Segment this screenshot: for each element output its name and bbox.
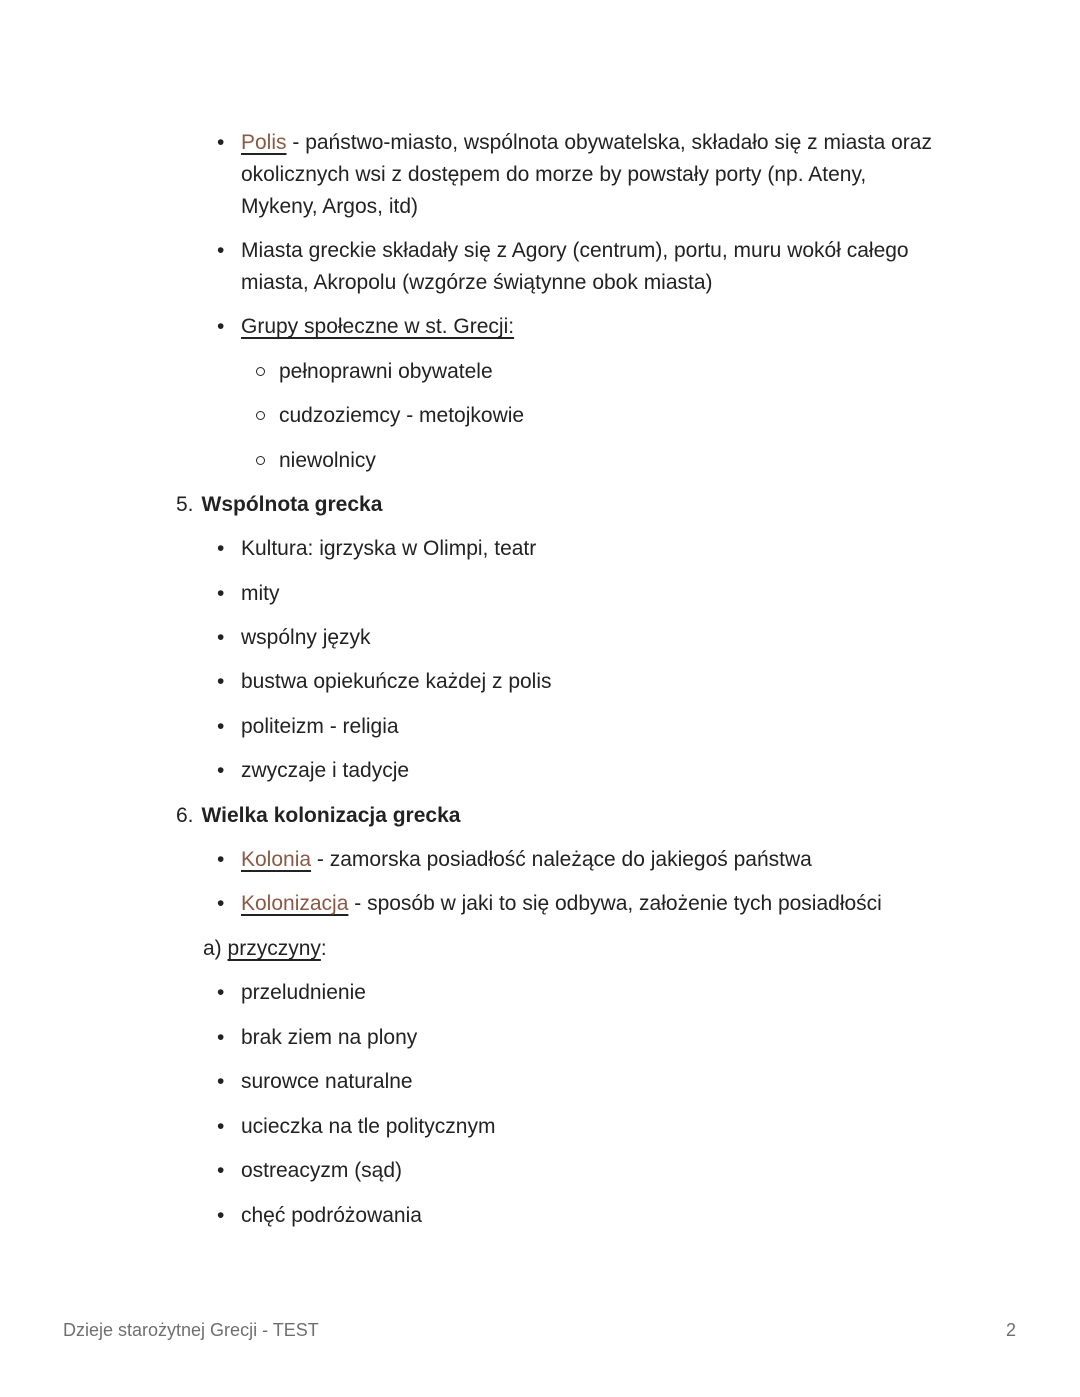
group-item: niewolnicy — [279, 449, 376, 472]
cities-line-2: miasta, Akropolu (wzgórze świątynne obok miasta) — [241, 271, 713, 294]
kolonizacja-line — [241, 888, 882, 920]
circle-bullet-icon — [256, 456, 265, 465]
section-title: Wielka kolonizacja grecka — [201, 804, 461, 827]
list-item: bustwa opiekuńcze każdej z polis — [241, 670, 552, 693]
footer-title: Dzieje starożytnej Grecji - TEST — [63, 1320, 319, 1340]
kolonizacja-term: Kolonizacja — [241, 892, 349, 915]
bullet-dot: • — [217, 759, 225, 782]
kolonia-definition: - zamorska posiadłość należące do jakiegoś państwa — [311, 848, 812, 871]
bullet-dot: • — [217, 715, 225, 738]
list-item: przeludnienie — [241, 981, 366, 1004]
circle-bullet-icon — [256, 411, 265, 420]
bullet-dot: • — [217, 1115, 225, 1138]
cities-line-1: Miasta greckie składały się z Agory (centrum), portu, muru wokół całego — [241, 239, 909, 262]
reasons-heading — [203, 933, 327, 965]
group-item: cudzoziemcy - metojkowie — [279, 404, 525, 427]
kolonizacja-definition: - sposób w jaki to się odbywa, założenie tych posiadłości — [348, 892, 882, 915]
section-number: 6. — [176, 804, 194, 827]
list-item: mity — [241, 582, 280, 605]
group-item: pełnoprawni obywatele — [279, 360, 493, 383]
bullet-dot: • — [217, 239, 225, 262]
list-item: zwyczaje i tadycje — [241, 759, 410, 782]
reasons-prefix: a) — [203, 937, 228, 960]
list-item: ucieczka na tle politycznym — [241, 1115, 496, 1138]
bullet-dot: • — [217, 848, 225, 871]
social-groups-heading: Grupy społeczne w st. Grecji: — [241, 315, 515, 338]
bullet-dot: • — [217, 1070, 225, 1093]
list-item: chęć podróżowania — [241, 1204, 422, 1227]
polis-line-1 — [241, 127, 932, 159]
bullet-dot: • — [217, 670, 225, 693]
bullet-dot: • — [217, 892, 225, 915]
bullet-dot: • — [217, 1026, 225, 1049]
section-title: Wspólnota grecka — [201, 493, 383, 516]
polis-line-2: okolicznych wsi z dostępem do morze by powstały porty (np. Ateny, — [241, 163, 867, 186]
kolonia-line — [241, 844, 812, 876]
bullet-dot: • — [217, 981, 225, 1004]
polis-term: Polis — [241, 131, 287, 154]
reasons-label: przyczyny — [227, 937, 321, 960]
polis-line-3: Mykeny, Argos, itd) — [241, 195, 419, 218]
bullet-dot: • — [217, 315, 225, 338]
reasons-suffix: : — [320, 937, 327, 960]
page-number: 2 — [1006, 1320, 1017, 1340]
bullet-dot: • — [217, 626, 225, 649]
section-number: 5. — [176, 493, 194, 516]
list-item: politeizm - religia — [241, 715, 399, 738]
bullet-dot: • — [217, 131, 225, 154]
bullet-dot: • — [217, 1204, 225, 1227]
polis-definition: - państwo-miasto, wspólnota obywatelska, składało się z miasta oraz — [286, 131, 932, 154]
list-item: wspólny język — [241, 626, 371, 649]
list-item: Kultura: igrzyska w Olimpi, teatr — [241, 537, 537, 560]
section-5-heading — [176, 489, 382, 521]
circle-bullet-icon — [256, 367, 265, 376]
bullet-dot: • — [217, 582, 225, 605]
list-item: ostreacyzm (sąd) — [241, 1159, 403, 1182]
bullet-dot: • — [217, 1159, 225, 1182]
section-6-heading — [176, 800, 460, 832]
kolonia-term: Kolonia — [241, 848, 312, 871]
list-item: brak ziem na plony — [241, 1026, 418, 1049]
bullet-dot: • — [217, 537, 225, 560]
list-item: surowce naturalne — [241, 1070, 413, 1093]
